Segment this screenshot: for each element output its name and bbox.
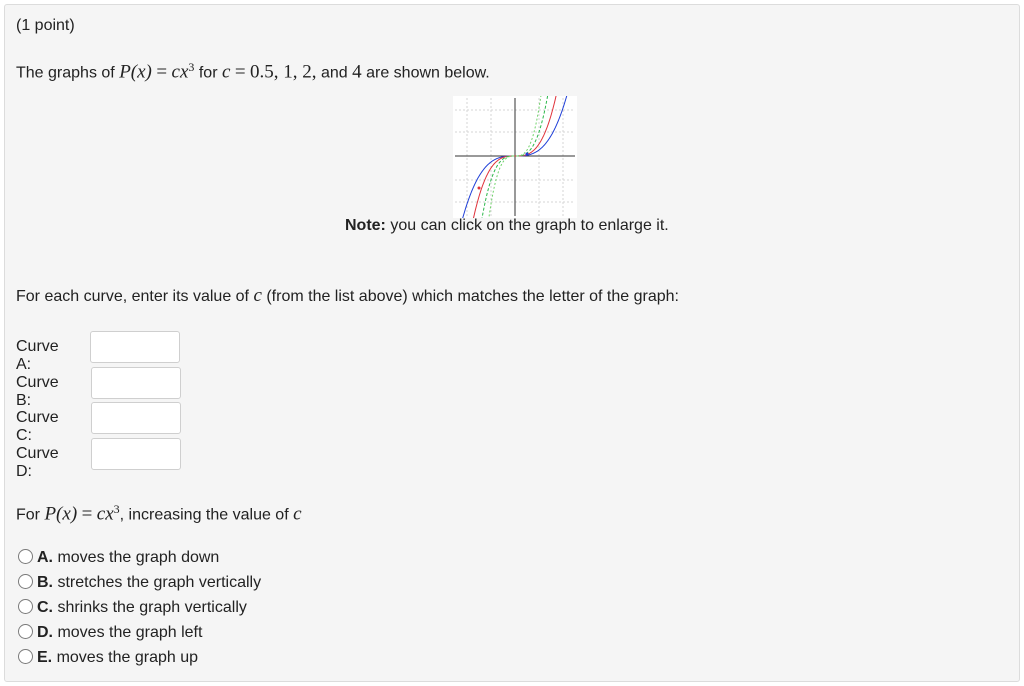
option-a-radio[interactable] <box>18 549 33 564</box>
cubic-graph-image <box>453 96 577 218</box>
curve-a-input[interactable] <box>90 331 180 363</box>
function-lhs: P(x) <box>119 61 152 83</box>
option-d-text: moves the graph left <box>57 624 203 641</box>
option-a[interactable] <box>18 548 219 570</box>
equals-sign: = <box>156 61 168 83</box>
question-exponent: 3 <box>113 502 120 516</box>
intro-suffix: are shown below. <box>366 64 490 82</box>
option-e-letter: E. <box>37 649 53 666</box>
note-text: you can click on the graph to enlarge it. <box>390 217 669 234</box>
instruction-line <box>16 286 679 307</box>
note-line <box>345 216 669 236</box>
curve-b-label: Curve B: <box>16 374 59 409</box>
instruction-before: For each curve, enter its value of <box>16 288 249 305</box>
problem-panel <box>4 4 1020 682</box>
option-c[interactable] <box>18 598 247 620</box>
option-e[interactable] <box>18 648 198 670</box>
function-rhs: cx <box>171 61 189 83</box>
instruction-var: c <box>253 285 262 306</box>
problem-statement <box>16 57 490 83</box>
c-variable: c <box>221 61 231 83</box>
option-c-text: shrinks the graph vertically <box>57 599 247 616</box>
curve-marker <box>526 153 529 156</box>
option-d-letter: D. <box>37 624 53 641</box>
question-equals: = <box>81 503 93 525</box>
question-middle: , increasing the value of <box>119 506 289 524</box>
instruction-after: (from the list above) which matches the letter of the graph: <box>266 288 679 305</box>
curve-d-label: Curve D: <box>16 445 59 480</box>
option-d-radio[interactable] <box>18 624 33 639</box>
curve-d-input[interactable] <box>91 438 181 470</box>
curve-marker <box>478 187 481 190</box>
question-prefix: For <box>16 506 40 524</box>
option-a-text: moves the graph down <box>57 549 220 566</box>
question-function-lhs: P(x) <box>44 503 78 525</box>
option-b-text: stretches the graph vertically <box>57 574 262 591</box>
curve-c-label: Curve C: <box>16 409 59 444</box>
option-e-text: moves the graph up <box>56 649 198 666</box>
option-c-letter: C. <box>37 599 53 616</box>
option-b[interactable] <box>18 573 261 595</box>
and-text: and <box>320 64 348 82</box>
question-line <box>16 499 302 525</box>
option-b-letter: B. <box>37 574 53 591</box>
option-b-radio[interactable] <box>18 574 33 589</box>
curve-b-input[interactable] <box>91 367 181 399</box>
graph-thumbnail[interactable] <box>453 96 577 218</box>
option-e-radio[interactable] <box>18 649 33 664</box>
equals-sign-2: = <box>234 61 246 83</box>
option-c-radio[interactable] <box>18 599 33 614</box>
note-bold: Note: <box>345 217 386 234</box>
intro-prefix: The graphs of <box>16 64 115 82</box>
curve-a-label: Curve A: <box>16 338 59 373</box>
c-values: 0.5, 1, 2, <box>250 61 317 83</box>
for-text: for <box>198 64 218 82</box>
option-d[interactable] <box>18 623 202 645</box>
question-function-rhs: cx <box>96 503 114 525</box>
c-last-value: 4 <box>352 61 362 83</box>
exponent: 3 <box>188 60 195 74</box>
option-a-letter: A. <box>37 549 53 566</box>
curve-c-input[interactable] <box>91 402 181 434</box>
question-var: c <box>293 503 302 525</box>
points-label: (1 point) <box>16 17 75 34</box>
